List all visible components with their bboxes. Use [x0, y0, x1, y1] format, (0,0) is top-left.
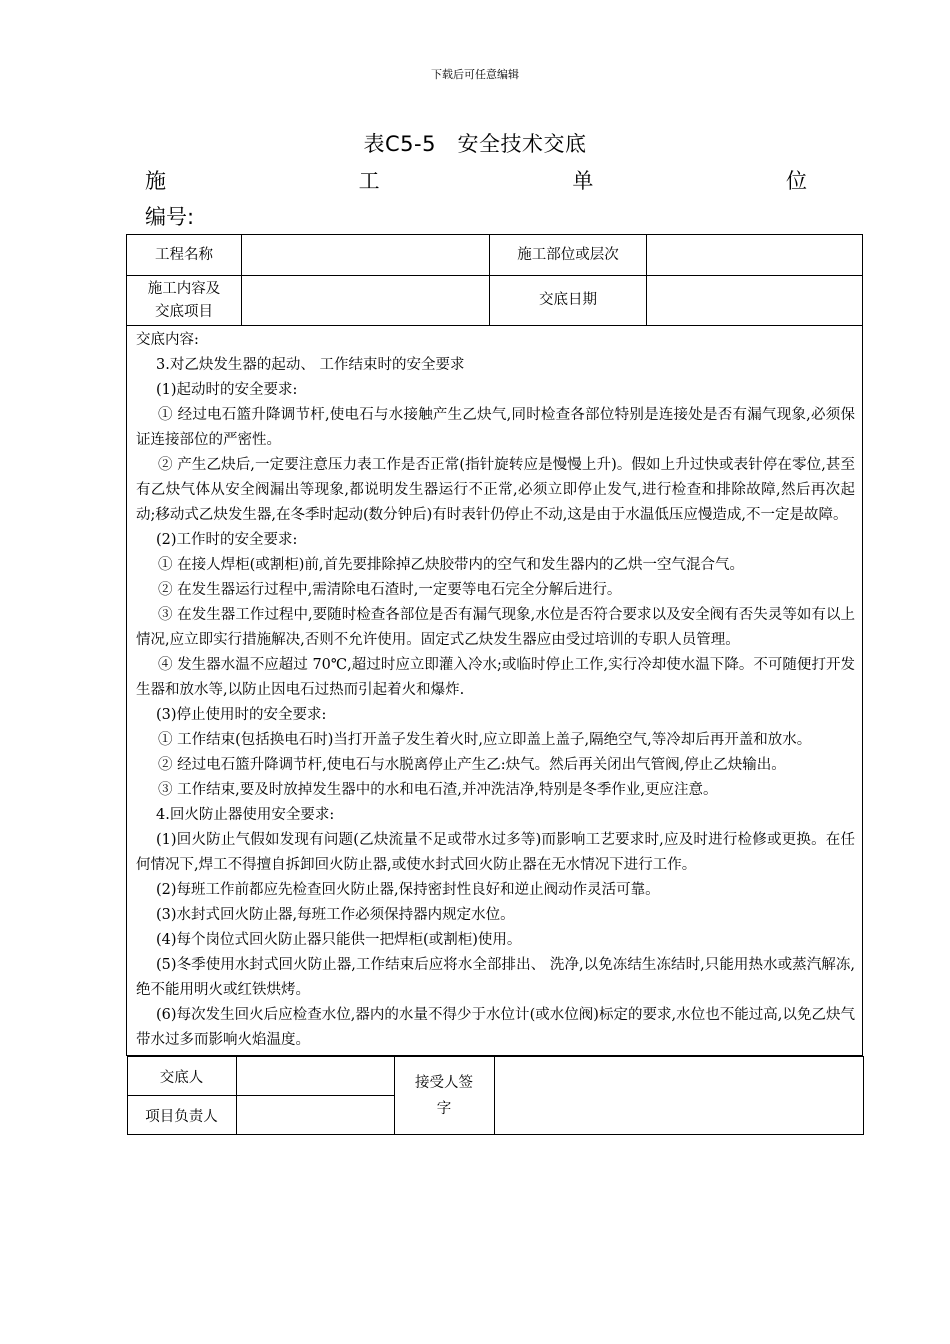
unit-char: 位: [785, 169, 807, 193]
content-paragraph: (5)冬季使用水封式回火防止器,工作结束后应将水全部排出、 洗净,以免冻结生冻结时,只能用热水或蒸汽解冻,绝不能用明火或红铁烘烤。: [136, 957, 855, 998]
content-paragraph: ② 产生乙炔后,一定要注意压力表工作是否正常(指针旋转应是慢慢上升)。假如上升过快或表针停在零位,甚至有乙炔气体从安全阀漏出等现象,都说明发生器运行不正常,必须立即停止发气,进行检查和排除故障,然后再次起动;移动式乙炔发生器,在冬季时起动(数分钟后)有时表针仍停止不动,这是由于水温低压应慢造成,不一定是故障。: [136, 457, 855, 523]
content-paragraph: (3)停止使用时的安全要求:: [156, 707, 327, 723]
content-paragraph: ② 经过电石篮升降调节杆,使电石与水脱离停止产生乙:炔气。然后再关闭出气管阀,停止乙炔输出。: [158, 757, 786, 773]
receiver-label-line2: 字: [436, 1100, 452, 1117]
content-paragraph: ① 在接人焊柜(或割柜)前,首先要排除掉乙炔胶带内的空气和发生器内的乙烘一空气混合气。: [158, 557, 745, 573]
serial-number-label: 编号:: [145, 205, 195, 229]
receiver-signature-label: [394, 1057, 494, 1135]
work-content-label: [127, 276, 242, 326]
content-paragraph: ① 工作结束(包括换电石时)当打开盖子发生着火时,应立即盖上盖子,隔绝空气,等冷却后再开盖和放水。: [158, 732, 812, 748]
receiver-label-line1: 接受人签: [415, 1074, 473, 1091]
unit-char: 工: [358, 169, 380, 193]
safety-handover-form: [126, 234, 863, 1135]
construction-unit-row: [145, 165, 807, 195]
content-paragraph: ② 在发生器运行过程中,需清除电石渣时,一定要等电石完全分解后进行。: [158, 582, 622, 598]
work-content-label-line2: 交底项目: [155, 303, 213, 320]
content-paragraph: 4.回火防止器使用安全要求:: [156, 807, 335, 823]
project-name-label: 工程名称: [127, 235, 242, 276]
content-paragraph: (6)每次发生回火后应检查水位,器内的水量不得少于水位计(或水位阀)标定的要求,水位也不能过高,以免乙炔气带水过多而影响火焰温度。: [136, 1007, 855, 1048]
signature-section: [127, 1056, 863, 1136]
project-manager-label: 项目负责人: [127, 1096, 236, 1135]
construction-part-label: 施工部位或层次: [490, 235, 647, 276]
project-name-field[interactable]: [242, 235, 490, 276]
content-paragraph: 3.对乙炔发生器的起动、 工作结束时的安全要求: [156, 357, 465, 373]
content-paragraph: ① 经过电石篮升降调节杆,使电石与水接触产生乙炔气,同时检查各部位特别是连接处是否有漏气现象,必须保证连接部位的严密性。: [136, 407, 855, 448]
content-paragraph: (1)回火防止气假如发现有问题(乙炔流量不足或带水过多等)而影响工艺要求时,应及时进行检修或更换。在任何情况下,焊工不得擅自拆卸回火防止器,或使水封式回火防止器在无水情况下进行工作。: [136, 832, 855, 873]
header-note: 下载后可任意编辑: [431, 68, 519, 81]
handover-date-field[interactable]: [647, 276, 863, 326]
project-manager-field[interactable]: [236, 1096, 394, 1135]
content-paragraph: (2)每班工作前都应先检查回火防止器,保持密封性良好和逆止阀动作灵活可靠。: [156, 882, 660, 898]
unit-char: 施: [145, 169, 166, 193]
construction-part-field[interactable]: [647, 235, 863, 276]
work-content-label-line1: 施工内容及: [147, 280, 221, 297]
handover-person-field[interactable]: [236, 1057, 394, 1096]
content-heading: 交底内容:: [136, 332, 199, 348]
content-paragraph: (2)工作时的安全要求:: [156, 532, 298, 548]
content-paragraph: (3)水封式回火防止器,每班工作必须保持器内规定水位。: [156, 907, 515, 923]
work-content-field[interactable]: [242, 276, 490, 326]
page-title: 表C5-5 安全技术交底: [363, 132, 587, 156]
receiver-signature-field[interactable]: [494, 1057, 863, 1135]
content-paragraph: ③ 工作结束,要及时放掉发生器中的水和电石渣,并冲洗洁净,特别是冬季作业,更应注意。: [158, 782, 718, 798]
content-paragraphs: [136, 353, 855, 1053]
content-paragraph: ③ 在发生器工作过程中,要随时检查各部位是否有漏气现象,水位是否符合要求以及安全阀有否失灵等如有以上情况,应立即实行措施解决,否则不允许使用。固定式乙炔发生器应由受过培训的专职人员管理。: [136, 607, 855, 648]
handover-person-label: 交底人: [127, 1057, 236, 1096]
content-paragraph: (1)起动时的安全要求:: [156, 382, 298, 398]
handover-content: [127, 326, 863, 1056]
content-paragraph: ④ 发生器水温不应超过 70℃,超过时应立即灌入冷水;或临时停止工作,实行冷却使水温下降。不可随便打开发生器和放水等,以防止因电石过热而引起着火和爆炸.: [136, 657, 855, 698]
signature-table: [127, 1056, 864, 1135]
content-paragraph: (4)每个岗位式回火防止器只能供一把焊柜(或割柜)使用。: [156, 932, 522, 948]
handover-date-label: 交底日期: [490, 276, 647, 326]
unit-char: 单: [572, 169, 594, 193]
